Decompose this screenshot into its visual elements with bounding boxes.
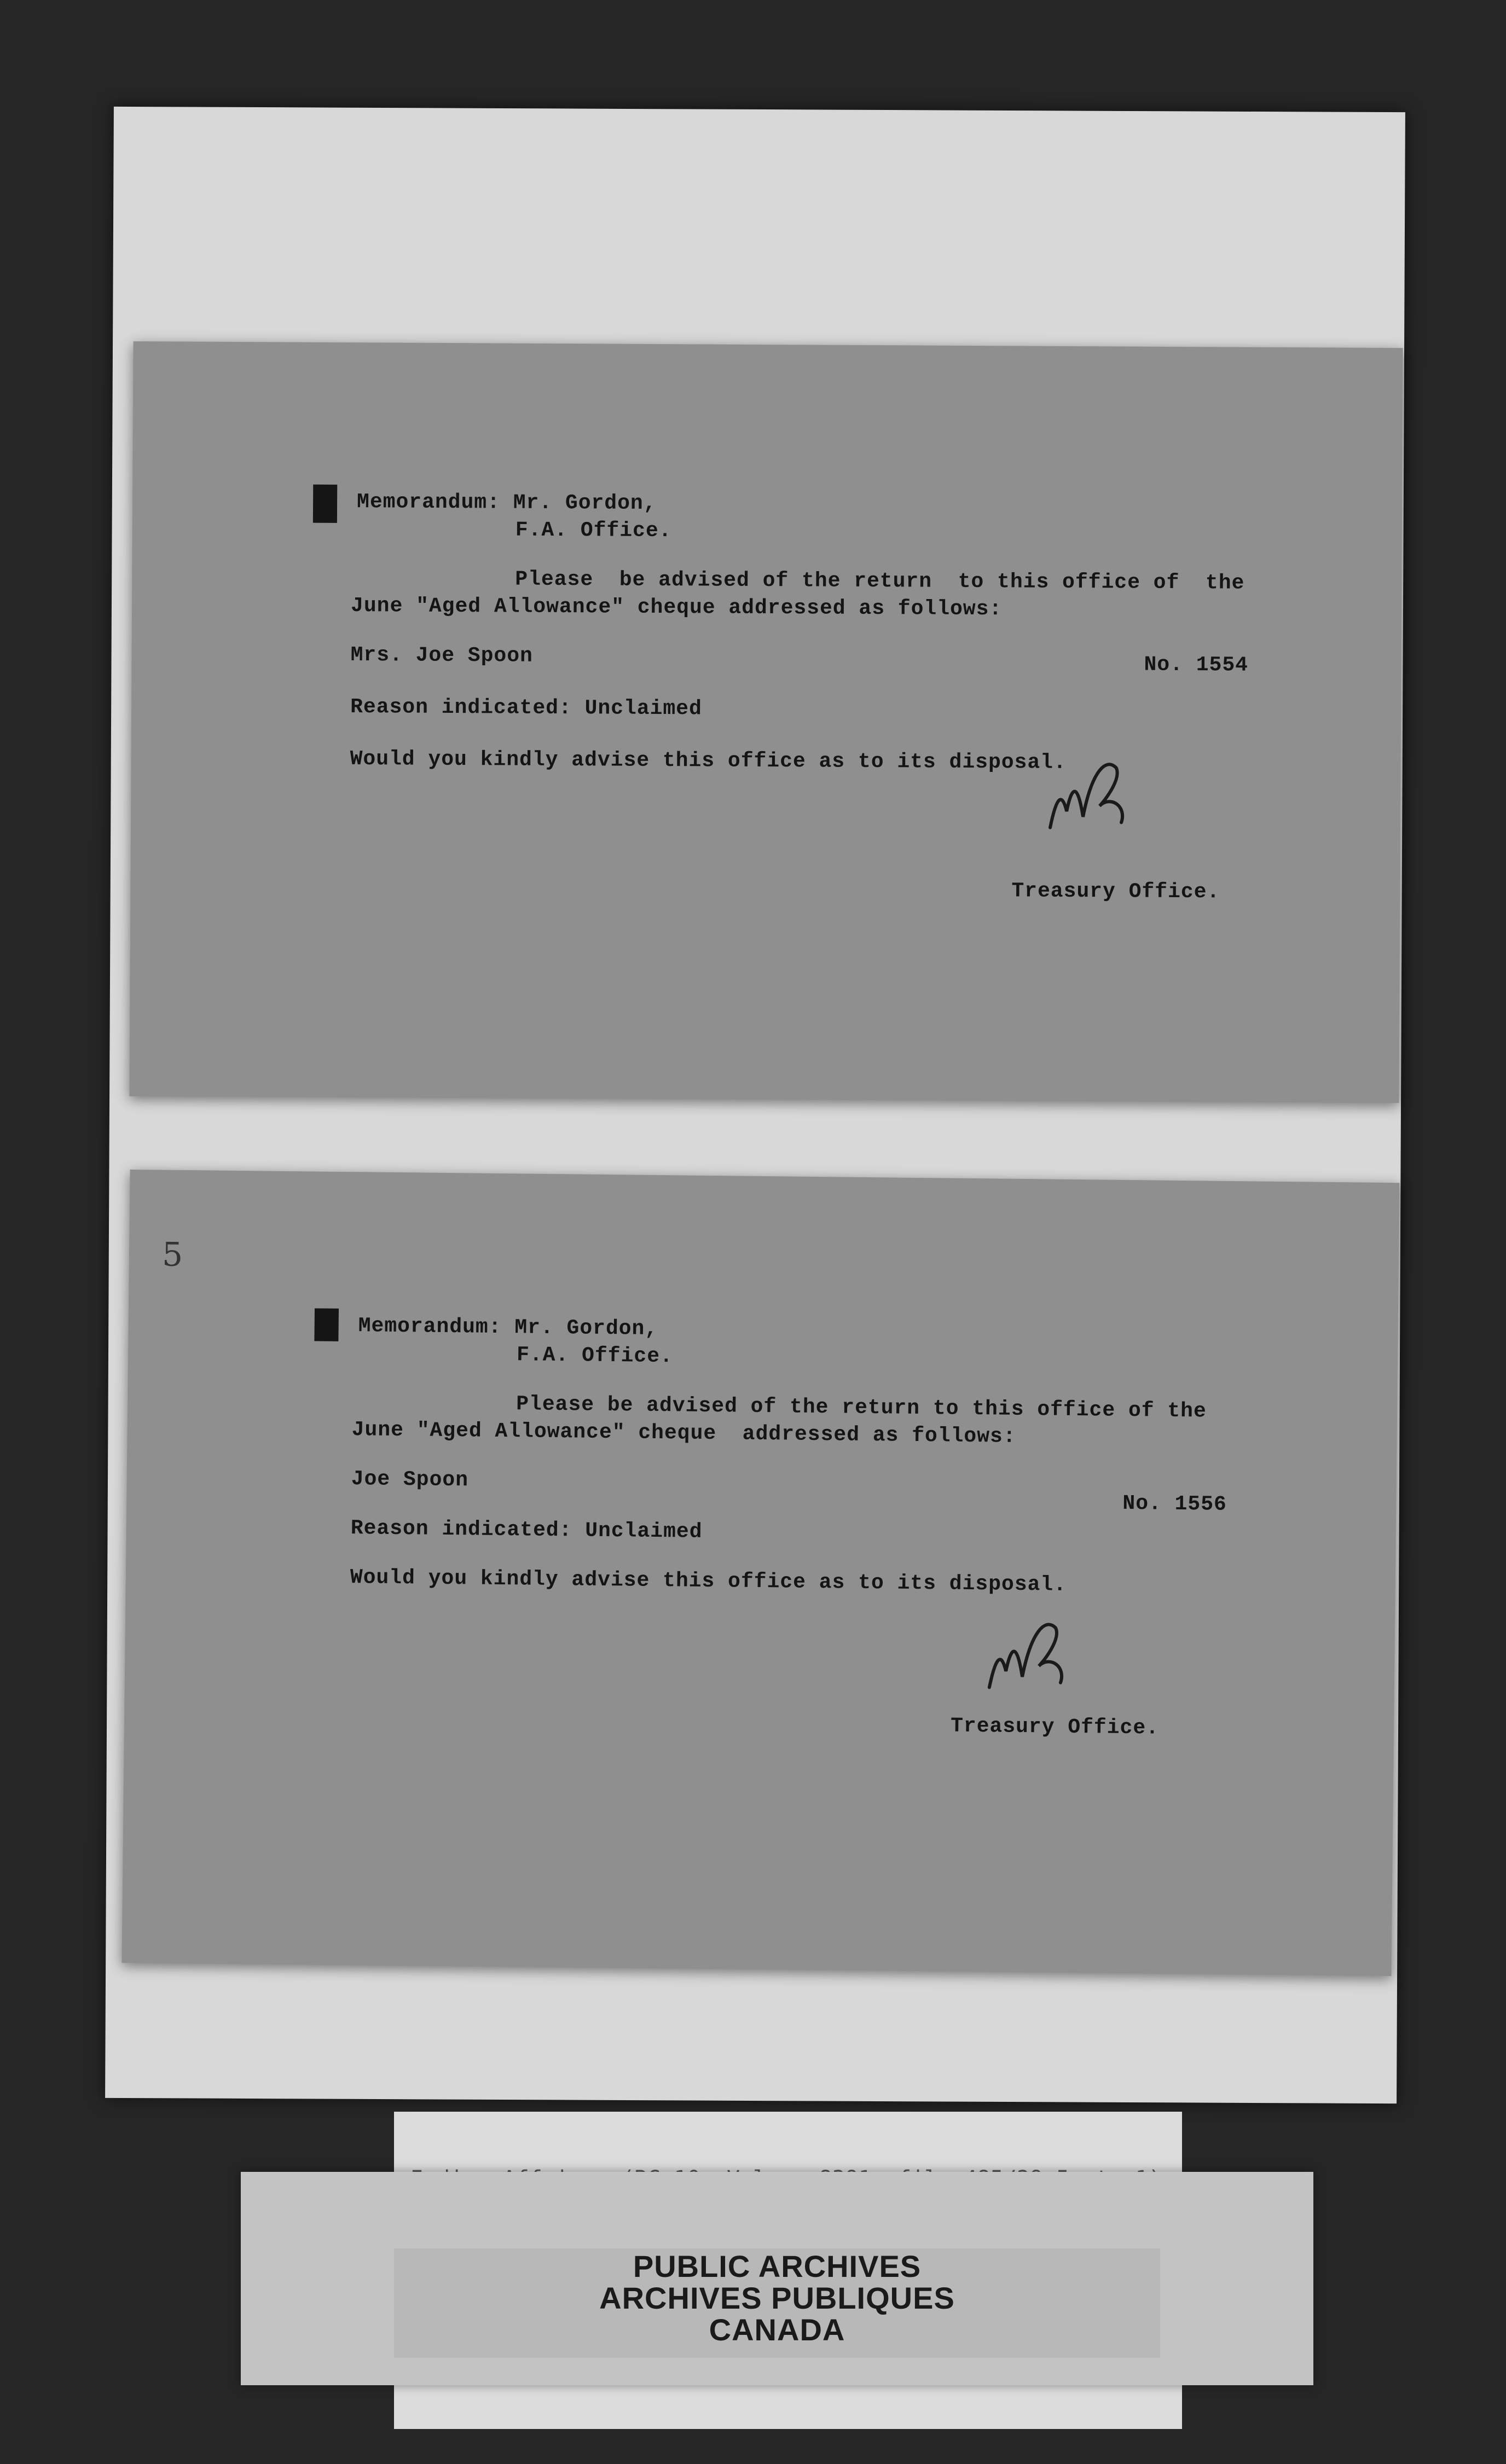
memo-body-line1: Please be advised of the return to this office of the [515,1392,1207,1423]
memo-to-line: Memorandum: Mr. Gordon, [358,1314,658,1341]
memo-reason: Reason indicated: Unclaimed [350,695,702,721]
punch-mark [313,485,337,523]
memo-reason: Reason indicated: Unclaimed [350,1516,703,1544]
archives-stamp-band [241,2172,1313,2385]
memo-to-line: Memorandum: Mr. Gordon, [356,490,657,515]
memo-addressee: Joe Spoon [351,1467,469,1492]
stamp-line-1: PUBLIC ARCHIVES [633,2249,922,2283]
memo-signoff: Treasury Office. [950,1714,1160,1740]
memo-top [129,341,1403,1103]
archives-stamp [394,2248,1160,2358]
memo-addressee: Mrs. Joe Spoon [350,643,534,668]
handwritten-initials [978,1611,1089,1699]
memo-number: No. 1554 [1144,653,1249,677]
memo-body-line1: Please be advised of the return to this office of the [515,567,1245,595]
margin-note: 5 [161,1235,184,1274]
handwritten-initials [1039,751,1149,839]
stamp-line-2: ARCHIVES PUBLIQUES [599,2281,955,2315]
memo-request: Would you kindly advise this office as to its disposal. [350,1566,1067,1597]
memo-body-line2: June "Aged Allowance" cheque addressed as follows: [350,594,1003,621]
stamp-line-3: CANADA [709,2312,845,2347]
memo-bottom [121,1170,1399,1976]
memo-number: No. 1556 [1122,1491,1227,1516]
memo-request: Would you kindly advise this office as to its disposal. [350,747,1067,775]
memo-signoff: Treasury Office. [1011,879,1220,904]
punch-mark [314,1308,339,1341]
memo-office-line: F.A. Office. [516,1343,674,1369]
memo-office-line: F.A. Office. [515,518,672,543]
memo-body-line2: June "Aged Allowance" cheque addressed as follows: [351,1418,1016,1449]
